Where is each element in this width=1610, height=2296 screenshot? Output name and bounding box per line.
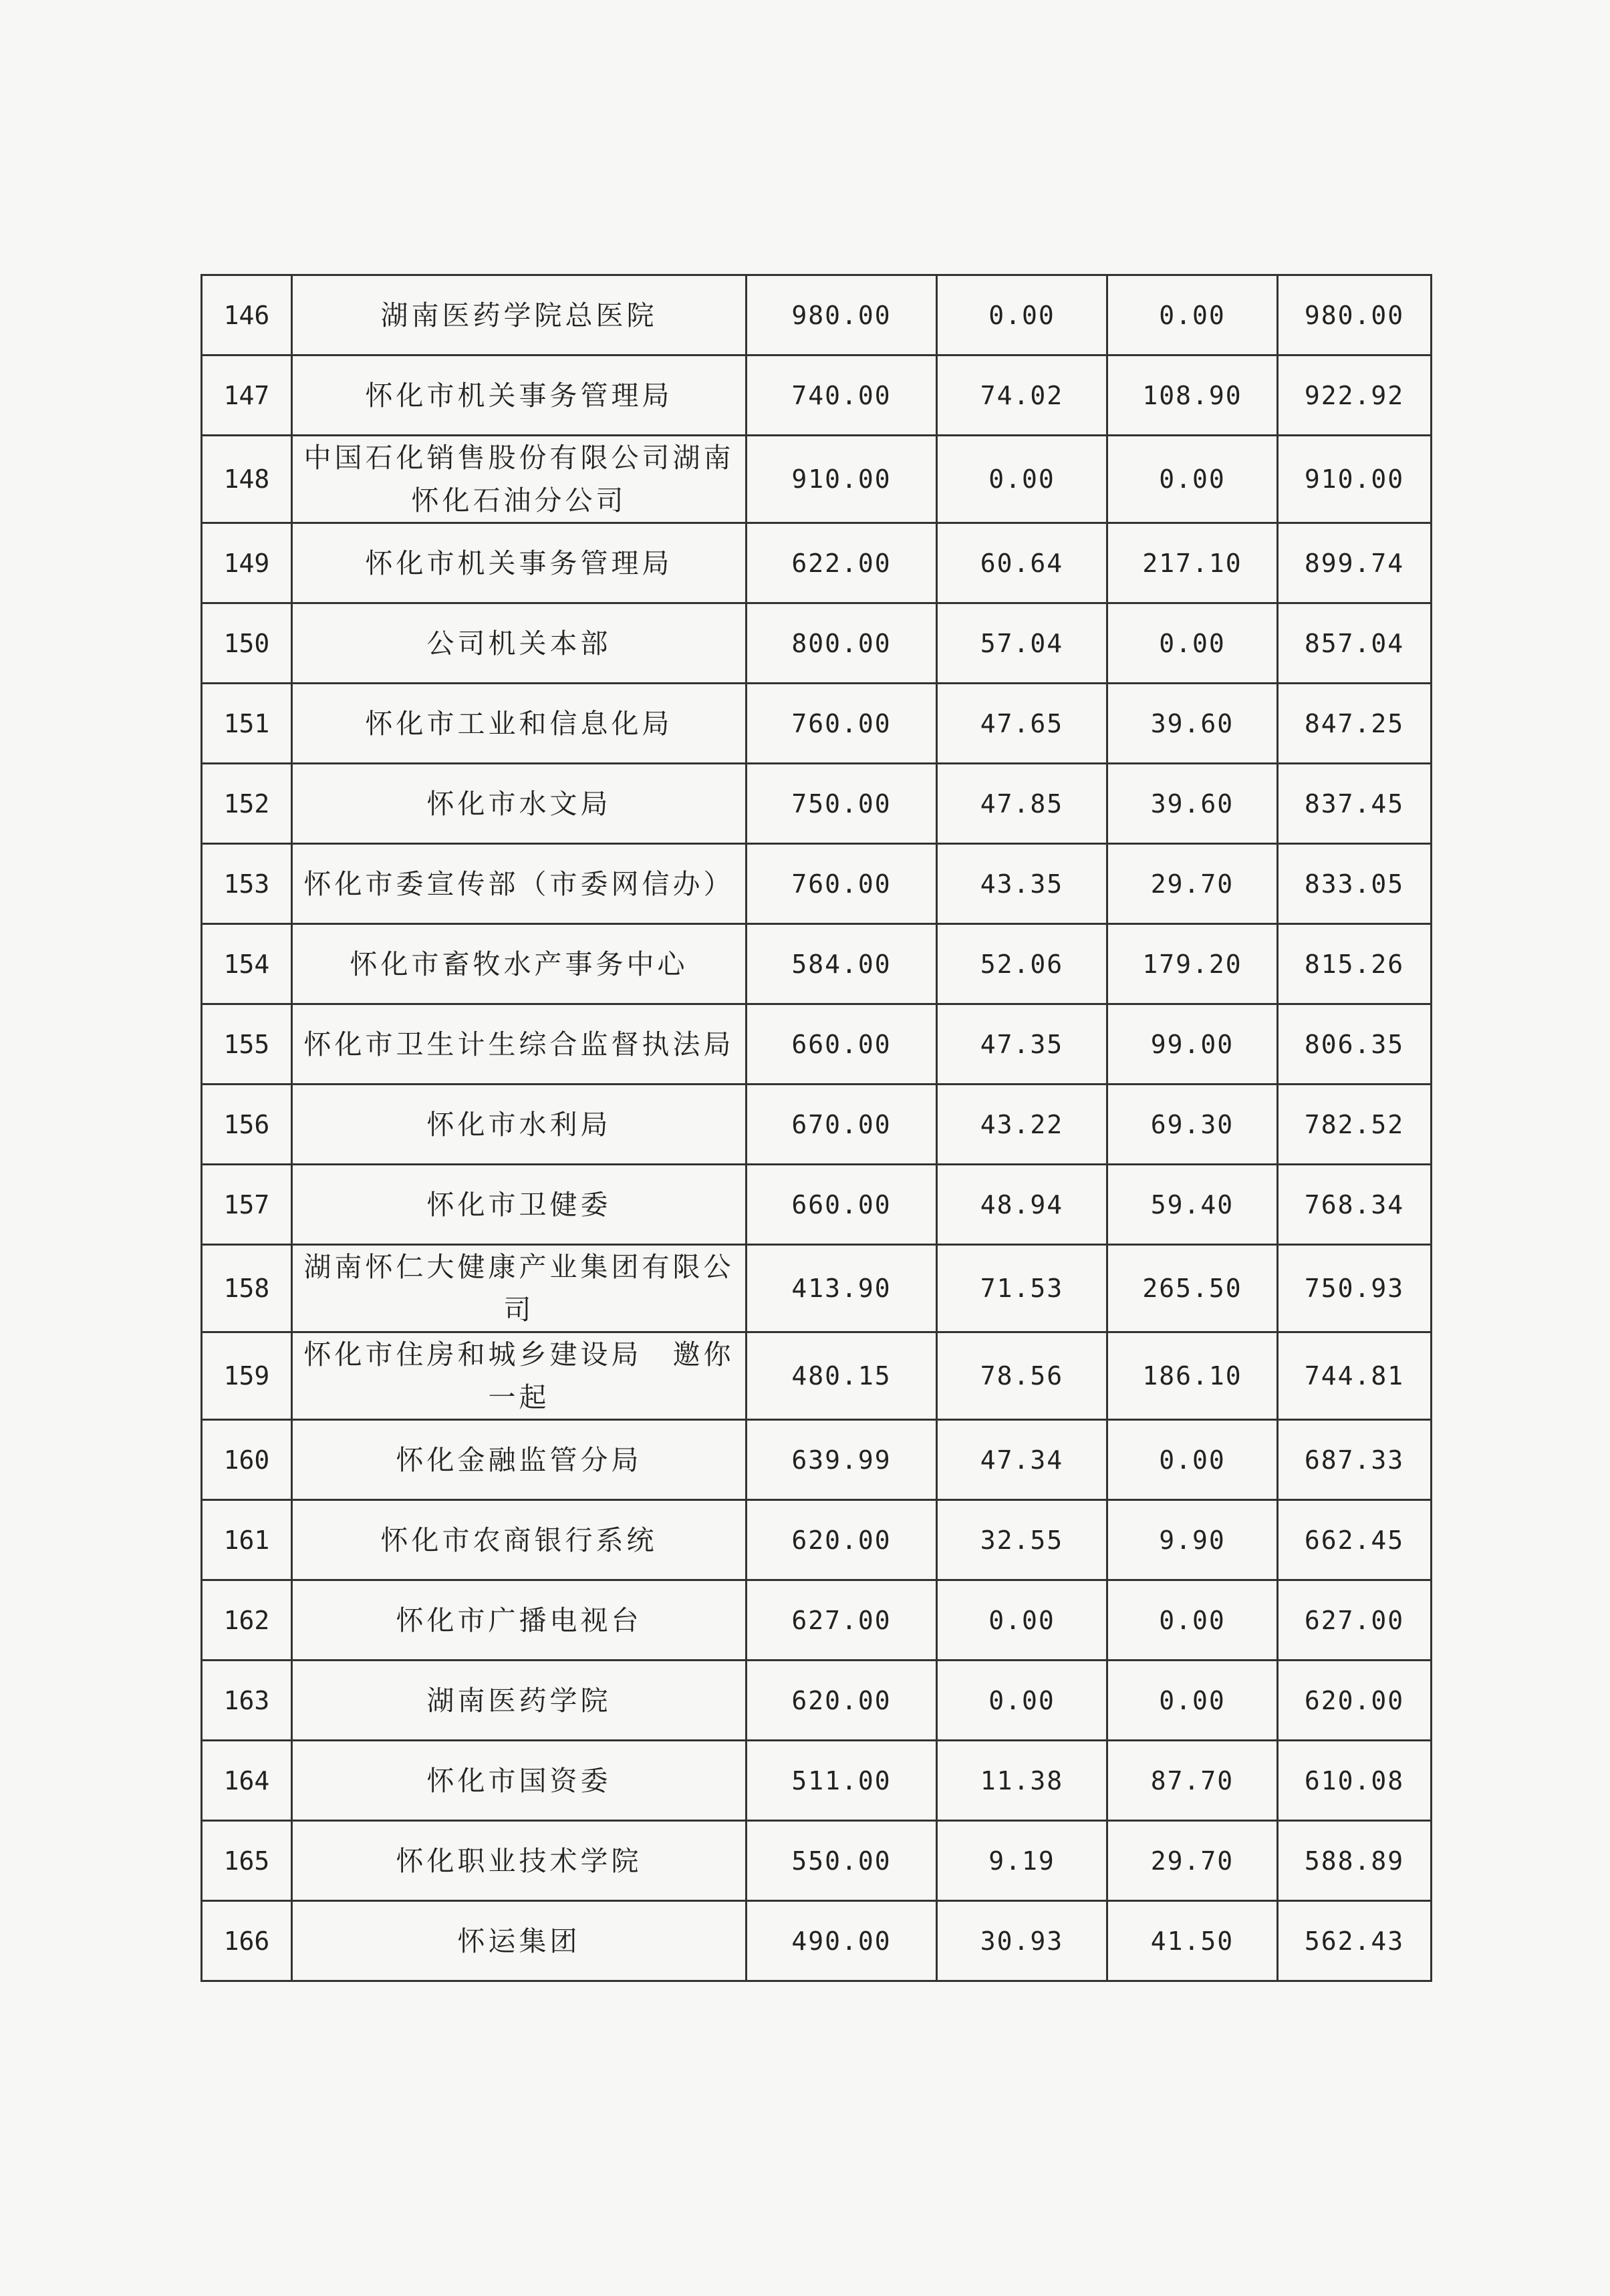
unit-name: 怀化市工业和信息化局 xyxy=(292,684,747,764)
unit-name: 湖南怀仁大健康产业集团有限公司 xyxy=(292,1245,747,1332)
value-3: 0.00 xyxy=(1107,436,1278,523)
value-3: 99.00 xyxy=(1107,1004,1278,1085)
table-row xyxy=(202,1661,1432,1741)
row-number: 156 xyxy=(202,1085,292,1165)
value-2: 78.56 xyxy=(937,1332,1107,1420)
value-1: 660.00 xyxy=(747,1004,937,1085)
value-3: 0.00 xyxy=(1107,603,1278,684)
value-total: 744.81 xyxy=(1278,1332,1432,1420)
value-total: 588.89 xyxy=(1278,1821,1432,1901)
value-total: 815.26 xyxy=(1278,924,1432,1004)
value-2: 60.64 xyxy=(937,523,1107,603)
value-total: 980.00 xyxy=(1278,275,1432,355)
value-1: 622.00 xyxy=(747,523,937,603)
value-total: 687.33 xyxy=(1278,1420,1432,1500)
table-row xyxy=(202,1901,1432,1981)
value-2: 47.85 xyxy=(937,764,1107,844)
value-2: 57.04 xyxy=(937,603,1107,684)
value-total: 768.34 xyxy=(1278,1165,1432,1245)
unit-name: 怀化市住房和城乡建设局 邀你一起 xyxy=(292,1332,747,1420)
table-row xyxy=(202,436,1432,523)
value-3: 87.70 xyxy=(1107,1741,1278,1821)
row-number: 155 xyxy=(202,1004,292,1085)
value-3: 39.60 xyxy=(1107,684,1278,764)
table-body xyxy=(202,275,1432,1981)
row-number: 154 xyxy=(202,924,292,1004)
row-number: 150 xyxy=(202,603,292,684)
value-3: 186.10 xyxy=(1107,1332,1278,1420)
value-2: 43.35 xyxy=(937,844,1107,924)
value-3: 0.00 xyxy=(1107,275,1278,355)
value-1: 511.00 xyxy=(747,1741,937,1821)
value-total: 837.45 xyxy=(1278,764,1432,844)
value-total: 910.00 xyxy=(1278,436,1432,523)
row-number: 149 xyxy=(202,523,292,603)
row-number: 164 xyxy=(202,1741,292,1821)
unit-name: 怀化金融监管分局 xyxy=(292,1420,747,1500)
value-3: 41.50 xyxy=(1107,1901,1278,1981)
value-total: 782.52 xyxy=(1278,1085,1432,1165)
unit-name: 怀化市农商银行系统 xyxy=(292,1500,747,1580)
value-1: 760.00 xyxy=(747,844,937,924)
row-number: 148 xyxy=(202,436,292,523)
unit-name: 湖南医药学院 xyxy=(292,1661,747,1741)
value-1: 980.00 xyxy=(747,275,937,355)
value-2: 0.00 xyxy=(937,1580,1107,1661)
row-number: 158 xyxy=(202,1245,292,1332)
unit-name: 怀化市委宣传部（市委网信办） xyxy=(292,844,747,924)
unit-name: 怀化市水利局 xyxy=(292,1085,747,1165)
table-row xyxy=(202,1165,1432,1245)
value-3: 0.00 xyxy=(1107,1661,1278,1741)
value-2: 48.94 xyxy=(937,1165,1107,1245)
value-total: 899.74 xyxy=(1278,523,1432,603)
table-row xyxy=(202,1332,1432,1420)
unit-name: 怀化市水文局 xyxy=(292,764,747,844)
value-2: 0.00 xyxy=(937,436,1107,523)
value-1: 740.00 xyxy=(747,355,937,436)
unit-name: 湖南医药学院总医院 xyxy=(292,275,747,355)
value-3: 265.50 xyxy=(1107,1245,1278,1332)
value-2: 11.38 xyxy=(937,1741,1107,1821)
value-3: 59.40 xyxy=(1107,1165,1278,1245)
value-2: 32.55 xyxy=(937,1500,1107,1580)
table-row xyxy=(202,1085,1432,1165)
value-1: 670.00 xyxy=(747,1085,937,1165)
row-number: 160 xyxy=(202,1420,292,1500)
unit-name: 怀化市机关事务管理局 xyxy=(292,523,747,603)
value-2: 47.65 xyxy=(937,684,1107,764)
table-row xyxy=(202,1500,1432,1580)
value-total: 857.04 xyxy=(1278,603,1432,684)
value-2: 0.00 xyxy=(937,1661,1107,1741)
unit-name: 怀化市广播电视台 xyxy=(292,1580,747,1661)
unit-name: 公司机关本部 xyxy=(292,603,747,684)
table-row xyxy=(202,523,1432,603)
table-row xyxy=(202,275,1432,355)
value-total: 562.43 xyxy=(1278,1901,1432,1981)
unit-name: 怀运集团 xyxy=(292,1901,747,1981)
value-3: 179.20 xyxy=(1107,924,1278,1004)
value-3: 0.00 xyxy=(1107,1580,1278,1661)
unit-name: 怀化市国资委 xyxy=(292,1741,747,1821)
table-row xyxy=(202,1821,1432,1901)
value-1: 910.00 xyxy=(747,436,937,523)
table-row xyxy=(202,603,1432,684)
value-2: 9.19 xyxy=(937,1821,1107,1901)
value-1: 490.00 xyxy=(747,1901,937,1981)
value-total: 750.93 xyxy=(1278,1245,1432,1332)
unit-name: 怀化市卫生计生综合监督执法局 xyxy=(292,1004,747,1085)
value-3: 69.30 xyxy=(1107,1085,1278,1165)
row-number: 161 xyxy=(202,1500,292,1580)
value-2: 74.02 xyxy=(937,355,1107,436)
table-row xyxy=(202,355,1432,436)
value-2: 52.06 xyxy=(937,924,1107,1004)
value-total: 662.45 xyxy=(1278,1500,1432,1580)
value-3: 217.10 xyxy=(1107,523,1278,603)
table-row xyxy=(202,844,1432,924)
table-row xyxy=(202,1741,1432,1821)
value-total: 610.08 xyxy=(1278,1741,1432,1821)
row-number: 163 xyxy=(202,1661,292,1741)
unit-name: 中国石化销售股份有限公司湖南怀化石油分公司 xyxy=(292,436,747,523)
unit-name: 怀化职业技术学院 xyxy=(292,1821,747,1901)
value-total: 847.25 xyxy=(1278,684,1432,764)
value-total: 627.00 xyxy=(1278,1580,1432,1661)
value-total: 620.00 xyxy=(1278,1661,1432,1741)
value-2: 47.35 xyxy=(937,1004,1107,1085)
value-3: 29.70 xyxy=(1107,844,1278,924)
row-number: 151 xyxy=(202,684,292,764)
row-number: 162 xyxy=(202,1580,292,1661)
value-3: 9.90 xyxy=(1107,1500,1278,1580)
unit-name: 怀化市畜牧水产事务中心 xyxy=(292,924,747,1004)
row-number: 146 xyxy=(202,275,292,355)
value-2: 71.53 xyxy=(937,1245,1107,1332)
value-1: 620.00 xyxy=(747,1500,937,1580)
row-number: 166 xyxy=(202,1901,292,1981)
value-1: 480.15 xyxy=(747,1332,937,1420)
value-3: 29.70 xyxy=(1107,1821,1278,1901)
value-total: 806.35 xyxy=(1278,1004,1432,1085)
table-row xyxy=(202,1420,1432,1500)
value-2: 0.00 xyxy=(937,275,1107,355)
value-total: 922.92 xyxy=(1278,355,1432,436)
row-number: 147 xyxy=(202,355,292,436)
unit-name: 怀化市卫健委 xyxy=(292,1165,747,1245)
value-1: 584.00 xyxy=(747,924,937,1004)
table-row xyxy=(202,1245,1432,1332)
value-1: 760.00 xyxy=(747,684,937,764)
table-row xyxy=(202,1580,1432,1661)
table-row xyxy=(202,1004,1432,1085)
table-row xyxy=(202,764,1432,844)
value-1: 660.00 xyxy=(747,1165,937,1245)
table-row xyxy=(202,924,1432,1004)
row-number: 157 xyxy=(202,1165,292,1245)
value-1: 800.00 xyxy=(747,603,937,684)
value-2: 30.93 xyxy=(937,1901,1107,1981)
row-number: 159 xyxy=(202,1332,292,1420)
value-1: 620.00 xyxy=(747,1661,937,1741)
data-table xyxy=(200,274,1432,1982)
value-total: 833.05 xyxy=(1278,844,1432,924)
value-2: 47.34 xyxy=(937,1420,1107,1500)
unit-name: 怀化市机关事务管理局 xyxy=(292,355,747,436)
value-2: 43.22 xyxy=(937,1085,1107,1165)
value-1: 639.99 xyxy=(747,1420,937,1500)
value-1: 750.00 xyxy=(747,764,937,844)
value-1: 627.00 xyxy=(747,1580,937,1661)
table-row xyxy=(202,684,1432,764)
value-3: 39.60 xyxy=(1107,764,1278,844)
value-1: 413.90 xyxy=(747,1245,937,1332)
value-3: 0.00 xyxy=(1107,1420,1278,1500)
value-3: 108.90 xyxy=(1107,355,1278,436)
row-number: 165 xyxy=(202,1821,292,1901)
row-number: 153 xyxy=(202,844,292,924)
value-1: 550.00 xyxy=(747,1821,937,1901)
row-number: 152 xyxy=(202,764,292,844)
